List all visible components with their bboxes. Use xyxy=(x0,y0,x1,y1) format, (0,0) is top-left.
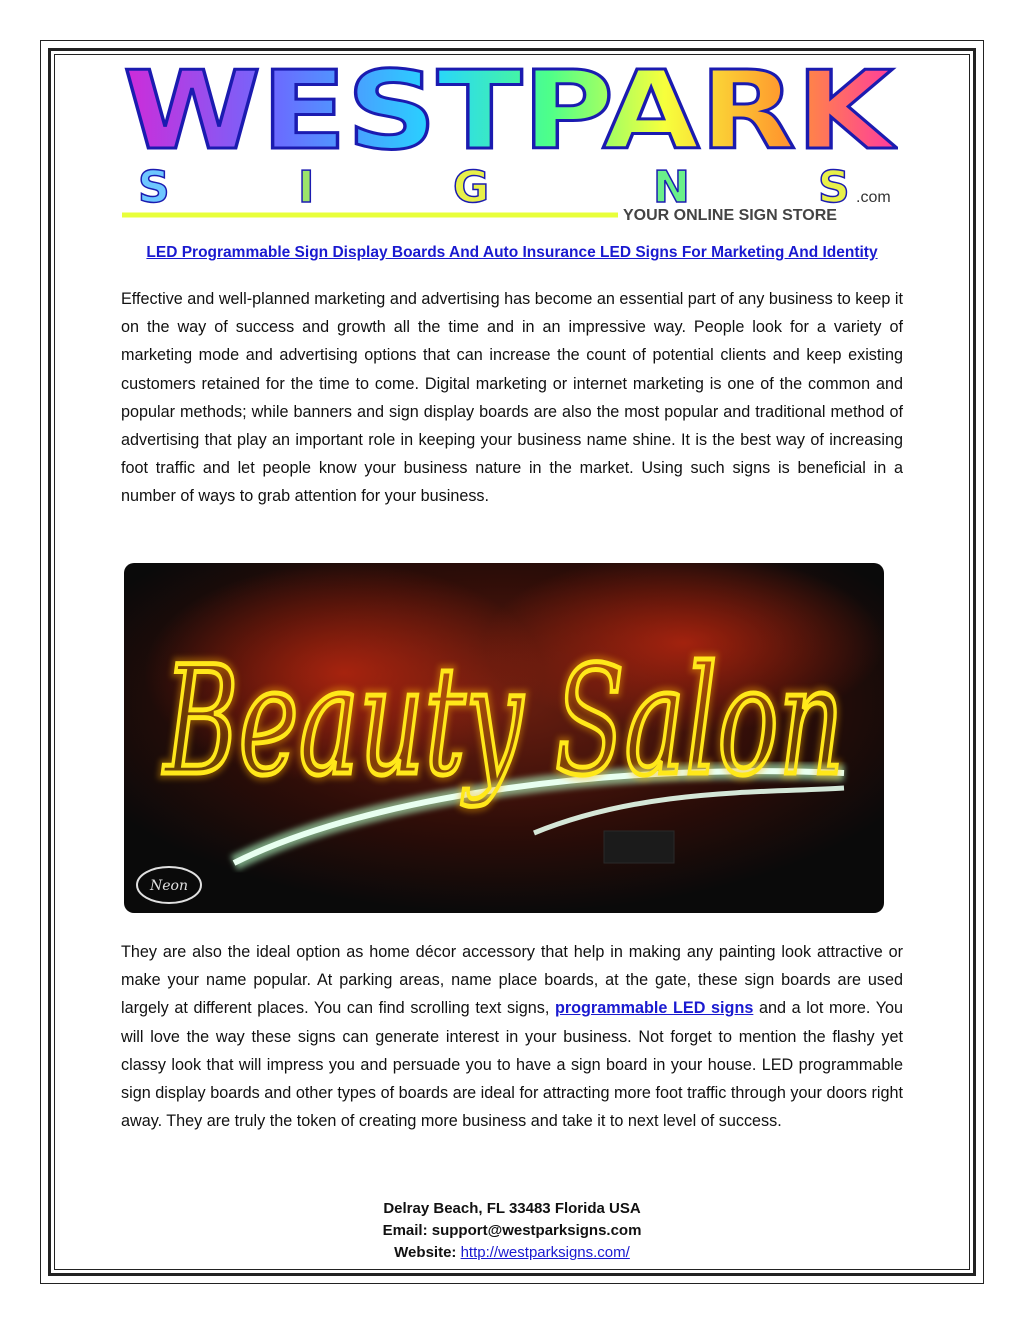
footer-website xyxy=(262,1242,762,1264)
logo-letter-g: G xyxy=(453,162,490,213)
neon-badge-text: Neon xyxy=(150,878,188,894)
paragraph-2-text-after: and a lot more. You will love the way these signs can generate interest in your business. Not forget to mention the flashy yet classy look that will impress you and persuade you to have a sign board in your house. LED programmable sign display boards and other types of boards are ideal for attracting more foot traffic through your doors right away. They are truly the token of creating more business and take it to next level of success. xyxy=(121,999,904,1131)
paragraph-2-text-before: They are also the ideal option as home décor accessory that help in making any painting look attractive or make your name popular. At parking areas, name place boards, at the gate, these sign boards are used largely at different places. You can find scrolling text signs, xyxy=(121,943,903,1018)
neon-sign-glow: Beauty Salon xyxy=(161,635,844,809)
logo-tagline: YOUR ONLINE SIGN STORE xyxy=(623,207,837,224)
contact-footer xyxy=(262,1198,762,1264)
footer-address: Delray Beach, FL 33483 Florida USA xyxy=(383,1200,641,1217)
programmable-led-signs-link[interactable]: programmable LED signs xyxy=(554,999,754,1018)
article-paragraph-2 xyxy=(121,938,903,1135)
footer-email: Email: support@westparksigns.com xyxy=(382,1222,642,1239)
logo-letter-s2: S xyxy=(818,162,850,213)
logo-letter-i: I xyxy=(298,162,315,213)
footer-website-label: Website: xyxy=(394,1244,457,1261)
article-paragraph-1: Effective and well-planned marketing and advertising has become an essential part of any business to keep it on the way of success and growth all the time and in an impressive way. People look for a variety of marketing mode and advertising options that can increase the count of potential clients and keep existing customers retained for the time to come. Digital marketing or internet marketing is one of the common and popular methods; while banners and sign display boards are also the most popular and traditional method of advertising that play an important role in keeping your business name shine. It is the best way of increasing foot traffic and let people know your business nature in the market. Using such signs is beneficial in a number of ways to grab attention for your business. xyxy=(121,290,903,506)
neon-sign-text: Beauty Salon xyxy=(161,635,844,809)
westpark-signs-logo xyxy=(118,60,898,230)
logo-suffix: .com xyxy=(856,189,891,206)
beauty-salon-neon-image xyxy=(124,563,884,913)
logo-brand-main: WESTPARK xyxy=(123,60,897,174)
article-title: LED Programmable Sign Display Boards And Auto Insurance LED Signs For Marketing And Identity xyxy=(146,244,878,261)
logo-letter-n: N xyxy=(653,162,690,213)
logo-letter-s: S xyxy=(138,162,170,213)
website-link[interactable]: http://westparksigns.com/ xyxy=(460,1244,630,1261)
